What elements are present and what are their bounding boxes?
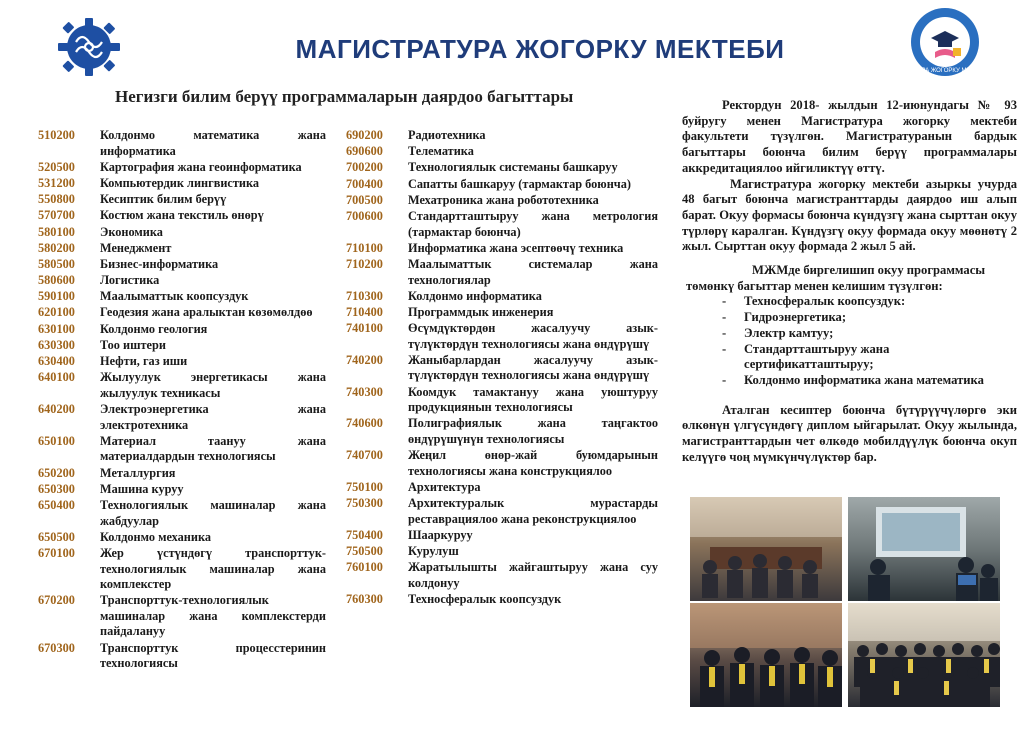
- university-logo-icon: [48, 16, 130, 78]
- program-name: Мехатроника жана робототехника: [408, 192, 599, 207]
- program-code: 710100: [346, 240, 383, 255]
- program-code: 650200: [38, 465, 75, 480]
- program-row: [346, 480, 658, 496]
- program-name: Бизнес-информатика: [100, 256, 219, 271]
- program-code: 740700: [346, 448, 383, 463]
- program-name: Металлургия: [100, 465, 176, 480]
- program-row: [346, 144, 658, 160]
- program-code: 760300: [346, 592, 383, 607]
- program-row: [346, 305, 658, 321]
- program-row: [346, 528, 658, 544]
- program-code: 630100: [38, 321, 75, 336]
- program-row: [346, 209, 658, 240]
- program-code: 760100: [346, 560, 383, 575]
- program-row: [38, 305, 326, 321]
- program-code: 590100: [38, 289, 75, 304]
- program-row: [38, 273, 326, 289]
- program-row: [38, 241, 326, 257]
- program-row: [346, 560, 658, 591]
- program-name: Шааркуруу: [408, 527, 473, 542]
- program-row: [346, 496, 658, 527]
- program-code: 700400: [346, 176, 383, 191]
- program-row: [38, 257, 326, 273]
- program-code: 620100: [38, 305, 75, 320]
- program-code: 550800: [38, 192, 75, 207]
- description-paragraph-2: Магистратура жогорку мектеби азыркы учурда 48 багыт боюнча магистранттарды даярдоо иш алып барат. Окуу формасы боюнча күндүзгү жана сырттан окуу түрлөрү каралган. Күндүзгү окуу формада окуу мөөнөтү 2 жыл. Сырттан окуу формада 2 жыл 5 ай.: [682, 176, 1017, 254]
- program-code: 690600: [346, 144, 383, 159]
- program-name: Машина куруу: [100, 481, 184, 496]
- program-name: Колдонмо математика жана информатика: [100, 128, 326, 158]
- joint-programs-heading: МЖМде биргелишип окуу программасы: [752, 263, 986, 278]
- program-code: 650100: [38, 433, 75, 448]
- program-row: [38, 498, 326, 529]
- program-code: 690200: [346, 128, 383, 142]
- program-name: Менеджмент: [100, 240, 172, 255]
- photo-meeting: [690, 497, 842, 601]
- program-name: Материал таануу жана материалдардын технологиясы: [100, 433, 326, 464]
- program-name: Геодезия жана аралыктан көзөмөлдөө: [100, 305, 313, 320]
- program-row: [346, 193, 658, 209]
- program-code: 640100: [38, 370, 75, 385]
- program-name: Жаратылышты жайгаштыруу жана суу колдонуу: [408, 560, 658, 590]
- program-code: 700200: [346, 160, 383, 175]
- program-row: [38, 641, 326, 672]
- program-code: 650300: [38, 481, 75, 496]
- program-row: [38, 530, 326, 546]
- program-row: [38, 192, 326, 208]
- program-row: [346, 321, 658, 352]
- program-name: Электроэнергетика жана электротехника: [100, 402, 326, 432]
- program-row: [38, 402, 326, 433]
- program-row: [346, 257, 658, 288]
- program-name: Экономика: [100, 224, 163, 239]
- program-row: [346, 160, 658, 176]
- program-row: [346, 592, 658, 608]
- page-title: МАГИСТРАТУРА ЖОГОРКУ МЕКТЕБИ: [295, 34, 785, 64]
- description-paragraph-3: Аталган кесиптер боюнча бүтүрүүчүлөргө эки өлкөнүн үлгүсүндөгү диплом ыйгарылат. Окуу жылында, магистранттардын чет өлкөдө мобилдүүлүк боюнча окуп келүүгө чоң мүмкүнчүлүктөр бар.: [682, 402, 1017, 464]
- program-row: [38, 466, 326, 482]
- program-code: 710300: [346, 288, 383, 303]
- program-name: Курулуш: [408, 544, 459, 559]
- program-code: 670100: [38, 545, 75, 560]
- program-name: Тоо иштери: [100, 337, 166, 352]
- description-paragraph-1: Ректордун 2018- жылдын 12-июнундагы № 93 буйругу менен Магистратура жогорку мектеби факультети түзүлгөн. Магистратуранын бардык багыттары боюнча билим берүү программалары аккредитациялоо ийгиликтүү өттү.: [682, 98, 1017, 175]
- program-code: 750100: [346, 479, 383, 494]
- program-name: Жеңил өнөр-жай буюмдарынын технологиясы жана конструкциялоо: [408, 448, 658, 478]
- program-code: 740100: [346, 321, 383, 336]
- program-code: 510200: [38, 128, 75, 142]
- program-name: Логистика: [100, 273, 160, 288]
- program-name: Информатика жана эсептөөчү техника: [408, 240, 624, 255]
- program-name: Телематика: [408, 144, 474, 159]
- program-row: [38, 289, 326, 305]
- program-row: [38, 434, 326, 465]
- programs-column-2: [346, 128, 658, 608]
- program-row: [38, 593, 326, 640]
- list-item: - Электр камтуу;: [722, 326, 1017, 342]
- program-code: 750400: [346, 527, 383, 542]
- program-row: [38, 160, 326, 176]
- program-code: 580100: [38, 224, 75, 239]
- program-row: [38, 322, 326, 338]
- program-name: Технологиялык машиналар жана жабдуулар: [100, 497, 326, 528]
- list-item: - Гидроэнергетика;: [722, 310, 1017, 326]
- section-subtitle: Негизги билим берүү программаларын даярдоо багыттары: [115, 87, 574, 106]
- program-code: 650500: [38, 529, 75, 544]
- program-code: 520500: [38, 159, 75, 174]
- program-code: 630300: [38, 337, 75, 352]
- list-item: - Техносфералык коопсуздук:: [722, 294, 1017, 310]
- program-row: [346, 544, 658, 560]
- faculty-description: [682, 98, 1017, 465]
- program-code: 750500: [346, 544, 383, 559]
- program-row: [38, 546, 326, 593]
- program-code: 570700: [38, 208, 75, 223]
- program-name: Программдык инженерия: [408, 304, 554, 319]
- program-row: [346, 289, 658, 305]
- program-code: 531200: [38, 175, 75, 190]
- program-row: [346, 177, 658, 193]
- program-code: 630400: [38, 354, 75, 369]
- program-row: [38, 482, 326, 498]
- program-name: Коомдук тамактануу жана уюштуруу продукциянын технологиясы: [408, 384, 658, 415]
- photo-collage: [690, 497, 1005, 707]
- program-code: 580600: [38, 273, 75, 288]
- joint-programs-list: [682, 294, 1017, 388]
- program-name: Архитектуралык мурастарды реставрациялоо жана реконструкциялоо: [408, 496, 658, 526]
- program-name: Стандартташтыруу жана метрология (тармактар боюнча): [408, 208, 658, 239]
- program-name: Кесиптик билим берүү: [100, 192, 227, 207]
- program-row: [346, 448, 658, 479]
- program-name: Жылуулук энергетикасы жана жылуулук техникасы: [100, 370, 326, 400]
- program-row: [38, 208, 326, 224]
- program-code: 580500: [38, 256, 75, 271]
- program-name: Өсүмдүктөрдөн жасалуучу азык-түлүктөрдүн технологиясы жана өндүрүшү: [408, 321, 658, 351]
- program-code: 640200: [38, 402, 75, 416]
- program-name: Транспорттук процесстеринин технологиясы: [100, 640, 326, 671]
- program-code: 580200: [38, 240, 75, 255]
- program-row: [346, 353, 658, 384]
- program-code: 670300: [38, 640, 75, 655]
- program-name: Компьютердик лингвистика: [100, 175, 260, 190]
- photo-graduates: [690, 603, 842, 707]
- program-name: Маалыматтык системалар жана технологиялар: [408, 256, 658, 287]
- program-code: 670200: [38, 593, 75, 608]
- photo-presentation: [848, 497, 1000, 601]
- program-name: Транспорттук-технологиялык машиналар жана комплекстерди пайдалануу: [100, 593, 326, 639]
- program-code: 710200: [346, 256, 383, 271]
- program-name: Полиграфиялык жана таңгактоо өндүрүшүнүн технологиясы: [408, 416, 658, 446]
- program-row: [38, 128, 326, 159]
- program-name: Технологиялык системаны башкаруу: [408, 160, 618, 175]
- program-name: Колдонмо информатика: [408, 288, 542, 303]
- program-row: [346, 416, 658, 447]
- program-row: [346, 385, 658, 416]
- program-name: Нефти, газ иши: [100, 354, 188, 369]
- program-name: Техносфералык коопсуздук: [408, 592, 562, 607]
- programs-column-1: [38, 128, 326, 672]
- program-name: Сапатты башкаруу (тармактар боюнча): [408, 176, 631, 191]
- program-code: 750300: [346, 496, 383, 511]
- program-name: Радиотехника: [408, 128, 486, 142]
- program-name: Жер үстүндөгү транспорттук-технологиялык машиналар жана комплекстер: [100, 545, 326, 592]
- program-name: Колдонмо геология: [100, 321, 208, 336]
- photo-group: [848, 603, 1000, 707]
- list-item: - Стандартташтыруу жана сертификатташтыруу;: [722, 342, 1017, 373]
- program-code: 740300: [346, 384, 383, 399]
- logo-text: МАГИСТРАТУРА ЖОГОРКУ МЕКТЕБИ КМТУ: [882, 68, 1008, 74]
- faculty-logo-icon: [882, 6, 1008, 78]
- program-code: 700600: [346, 208, 383, 223]
- program-code: 650400: [38, 497, 75, 512]
- program-name: Маалыматтык коопсуздук: [100, 289, 249, 304]
- program-row: [346, 241, 658, 257]
- program-row: [38, 370, 326, 401]
- program-row: [346, 128, 658, 144]
- list-item: - Колдонмо информатика жана математика: [722, 373, 1017, 389]
- program-row: [38, 338, 326, 354]
- program-name: Картография жана геоинформатика: [100, 159, 302, 174]
- program-name: Костюм жана текстиль өнөрү: [100, 208, 264, 223]
- program-row: [38, 225, 326, 241]
- program-name: Жаныбарлардан жасалуучу азык-түлүктөрдүн технологиясы жана өндүрүшү: [408, 352, 658, 383]
- program-row: [38, 354, 326, 370]
- joint-programs-heading-cont: төмөнкү багыттар менен келишим түзүлгөн:: [686, 278, 943, 293]
- program-name: Колдонмо механика: [100, 529, 212, 544]
- program-code: 740200: [346, 352, 383, 367]
- program-code: 710400: [346, 304, 383, 319]
- program-code: 700500: [346, 192, 383, 207]
- program-name: Архитектура: [408, 479, 481, 494]
- program-row: [38, 176, 326, 192]
- program-code: 740600: [346, 416, 383, 431]
